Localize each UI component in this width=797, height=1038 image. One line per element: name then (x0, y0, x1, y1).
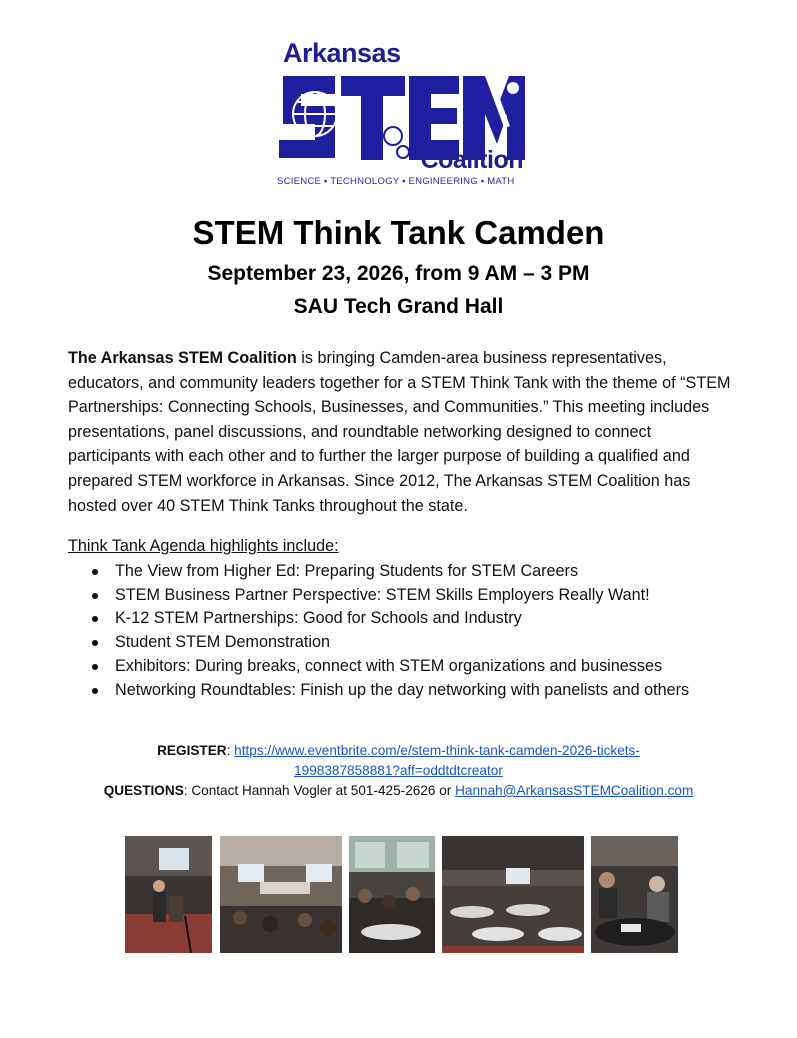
photo-audience-tables (349, 836, 435, 953)
agenda-item: Networking Roundtables: Finish up the day networking with panelists and others (68, 679, 689, 703)
agenda-item: The View from Higher Ed: Preparing Students for STEM Careers (68, 560, 689, 584)
register-sep: : (226, 743, 235, 758)
questions-text: : Contact Hannah Vogler at 501-425-2626 or (183, 783, 456, 798)
event-title: STEM Think Tank Camden (192, 214, 605, 251)
register-link[interactable]: https://www.eventbrite.com/e/stem-think-tank-camden-2026-tickets- (234, 743, 640, 758)
photo-speaker-podium (125, 836, 212, 953)
register-link-continued[interactable]: 1998387858881?aff=oddtdtcreator (294, 763, 503, 778)
agenda-item: Student STEM Demonstration (68, 631, 689, 655)
logo-bottom-word: Coalition (420, 146, 523, 174)
agenda-item: K-12 STEM Partnerships: Good for Schools and Industry (68, 607, 689, 631)
photo-grand-hall-wide (442, 836, 584, 953)
agenda-list (68, 560, 689, 702)
intro-paragraph (68, 346, 736, 518)
org-name: The Arkansas STEM Coalition (68, 349, 297, 367)
register-label: REGISTER (157, 743, 227, 758)
event-date-time: September 23, 2026, from 9 AM – 3 PM (207, 262, 590, 285)
questions-line (0, 781, 797, 801)
logo-top-word: Arkansas (283, 38, 401, 68)
arkansas-stem-coalition-logo (275, 38, 525, 190)
questions-label: QUESTIONS (103, 783, 184, 798)
agenda-item: Exhibitors: During breaks, connect with STEM organizations and businesses (68, 655, 689, 679)
contact-email-link[interactable]: Hannah@ArkansasSTEMCoalition.com (455, 783, 694, 798)
event-venue: SAU Tech Grand Hall (293, 295, 504, 318)
intro-text: is bringing Camden-area business representatives, educators, and community leaders together for a STEM Think Tank with the theme of “STEM Partnerships: Connecting Schools, Businesses, and Communities.” This meeting includes presentations, panel discussions, and roundtable networking designed to connect participants with each other and to further the larger purpose of building a qualified and prepared STEM workforce in Arkansas. Since 2012, The Arkansas STEM Coalition has hosted over 40 STEM Think Tanks throughout the state. (68, 349, 731, 515)
register-line-2 (0, 761, 797, 781)
logo-tagline: SCIENCE ▪ TECHNOLOGY ▪ ENGINEERING ▪ MATH (277, 176, 515, 187)
photo-roundtable-networking (591, 836, 678, 953)
agenda-item: STEM Business Partner Perspective: STEM Skills Employers Really Want! (68, 584, 689, 608)
agenda-heading: Think Tank Agenda highlights include: (68, 537, 339, 555)
photo-panel-discussion (220, 836, 342, 953)
register-line (0, 741, 797, 761)
